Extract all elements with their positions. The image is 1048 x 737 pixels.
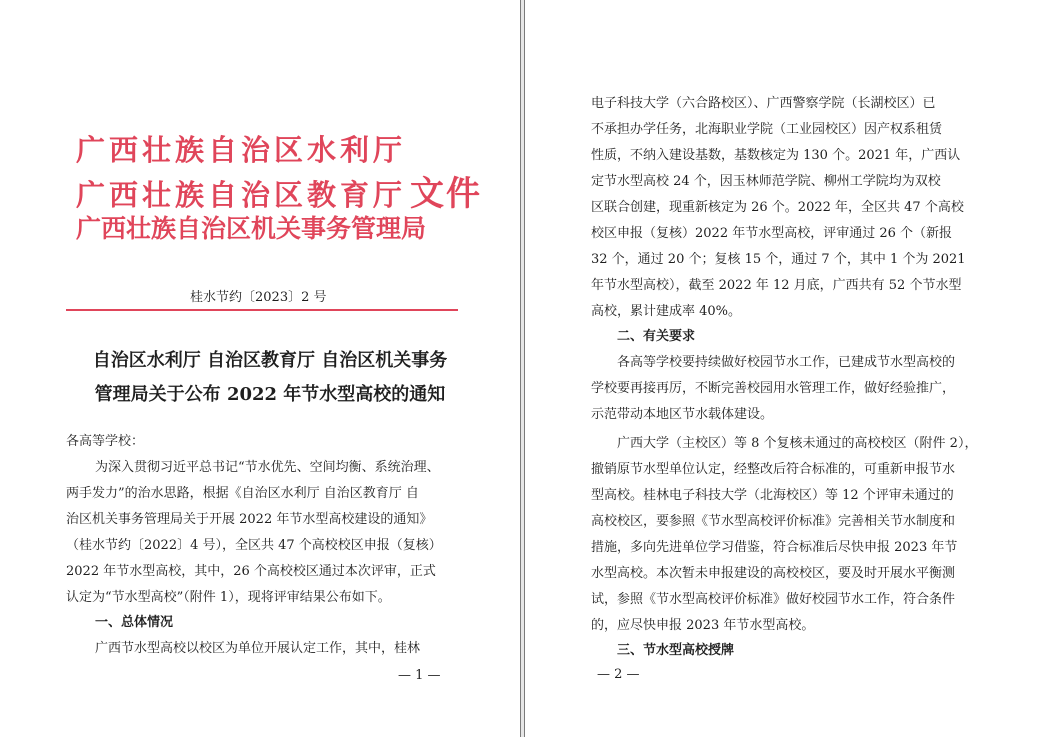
body-line: 2022 年节水型高校，其中，26 个高校校区通过本次评审，正式: [66, 564, 436, 579]
body-line: 措施，多向先进单位学习借鉴，符合标准后尽快申报 2023 年节: [591, 540, 958, 555]
section-heading-2: 二、有关要求: [617, 329, 696, 344]
issuer-education: [76, 166, 482, 215]
body-line: 两手发力”的治水思路，根据《自治区水利厅 自治区教育厅 自: [66, 486, 419, 501]
body-line: 学校要再接再厉，不断完善校园用水管理工作，做好经验推广，: [591, 381, 956, 396]
document-label: 文件: [410, 174, 483, 214]
body-line: 示范带动本地区节水载体建设。: [591, 407, 774, 422]
issuer-water-resources: 广西壮族自治区水利厅: [76, 133, 407, 167]
issuer-affairs-bureau: 广西壮族自治区机关事务管理局: [76, 214, 427, 243]
notice-title-line-1: 自治区水利厅 自治区教育厅 自治区机关事务: [92, 350, 448, 371]
notice-title-line-2: 管理局关于公布 2022 年节水型高校的通知: [94, 384, 446, 405]
section-heading-3: 三、节水型高校授牌: [617, 643, 735, 658]
document-page-2: [524, 0, 1048, 737]
body-line: 不承担办学任务，北海职业学院（工业园校区）因产权系租赁: [591, 122, 943, 137]
body-line: 试，参照《节水型高校评价标准》做好校园节水工作，符合条件: [591, 592, 956, 607]
body-line: 年节水型高校），截至 2022 年 12 月底，广西共有 52 个节水型: [591, 278, 962, 293]
body-line: 广西大学（主校区）等 8 个复核未通过的高校校区（附件 2），: [617, 436, 978, 451]
body-line: （桂水节约〔2022〕4 号），全区共 47 个高校校区申报（复核）: [66, 538, 442, 553]
body-line: 校区申报（复核）2022 年节水型高校，评审通过 26 个（新报: [591, 226, 953, 241]
body-line: 广西节水型高校以校区为单位开展认定工作，其中，桂林: [95, 641, 421, 656]
body-line: 高校校区，要参照《节水型高校评价标准》完善相关节水制度和: [591, 514, 956, 529]
body-line: 的，应尽快申报 2023 年节水型高校。: [591, 618, 815, 633]
body-line: 水型高校。本次暂未申报建设的高校校区，要及时开展水平衡测: [591, 566, 956, 581]
page-number: — 1 —: [398, 668, 441, 683]
body-line: 电子科技大学（六合路校区）、广西警察学院（长湖校区）已: [591, 96, 936, 111]
body-line: 撤销原节水型单位认定，经整改后符合标准的，可重新申报节水: [591, 462, 956, 477]
issuer-education-name: 广西壮族自治区教育厅: [76, 178, 407, 212]
body-line: 认定为“节水型高校”（附件 1），现将评审结果公布如下。: [66, 590, 391, 605]
body-line: 高校，累计建成率 40%。: [591, 304, 742, 319]
body-line: 各高等学校要持续做好校园节水工作，已建成节水型高校的: [617, 355, 956, 370]
body-line: 型高校。桂林电子科技大学（北海校区）等 12 个评审未通过的: [591, 488, 954, 503]
salutation: 各高等学校：: [66, 434, 145, 449]
document-number: 桂水节约〔2023〕2 号: [190, 290, 327, 305]
body-line: 32 个，通过 20 个；复核 15 个，通过 7 个，其中 1 个为 2021: [591, 252, 966, 267]
body-line: 治区机关事务管理局关于开展 2022 年节水型高校建设的通知》: [66, 512, 433, 527]
page-number: — 2 —: [597, 667, 640, 682]
body-line: 为深入贯彻习近平总书记“节水优先、空间均衡、系统治理、: [95, 460, 440, 475]
red-divider: [66, 309, 458, 311]
section-heading-1: 一、总体情况: [95, 615, 174, 630]
document-page-1: [0, 0, 521, 737]
body-line: 区联合创建，现重新核定为 26 个。2022 年，全区共 47 个高校: [591, 200, 964, 215]
body-line: 定节水型高校 24 个，因玉林师范学院、柳州工学院均为双校: [591, 174, 941, 189]
body-line: 性质，不纳入建设基数，基数核定为 130 个。2021 年，广西认: [591, 148, 961, 163]
